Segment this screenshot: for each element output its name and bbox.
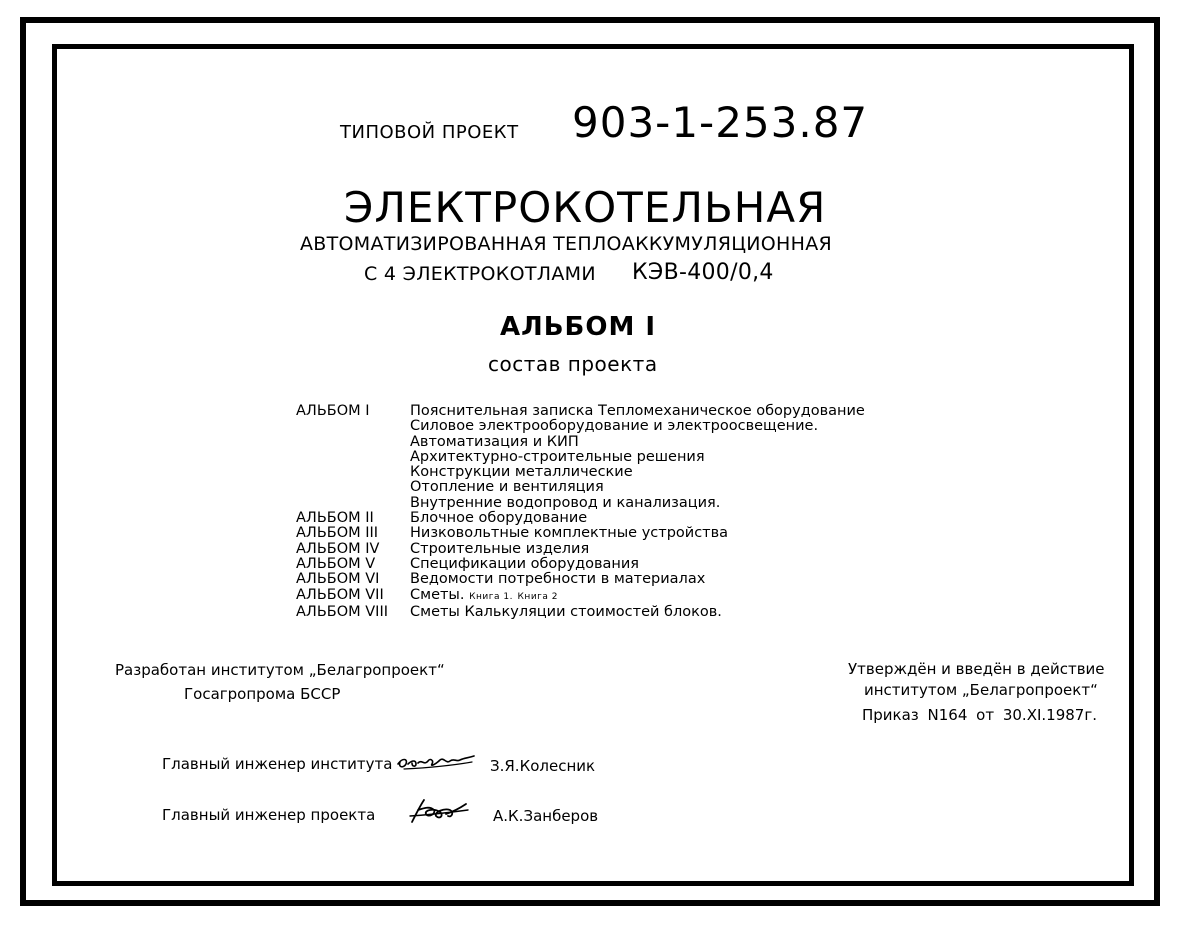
album-content: Пояснительная записка Тепломеханическое оборудование — [410, 403, 865, 419]
album-label: АЛЬБОМ V — [296, 555, 376, 572]
album-label: АЛЬБОМ IV — [296, 540, 380, 557]
list-item — [296, 542, 865, 557]
chief-engineer-project-role: Главный инженер проекта — [162, 806, 376, 824]
signature-kolesnik — [394, 748, 478, 774]
album-label: АЛЬБОМ III — [296, 525, 379, 542]
album-content: Конструкции металлические — [410, 464, 633, 481]
album-content: Строительные изделия — [410, 540, 590, 557]
album-label: АЛЬБОМ I — [296, 403, 370, 419]
album-content: Внутренние водопровод и канализация. — [410, 494, 721, 511]
album-label — [296, 480, 410, 495]
list-item — [296, 404, 865, 419]
project-number: 903-1-253.87 — [572, 98, 869, 147]
album-content: Спецификации оборудования — [410, 555, 640, 572]
list-item — [296, 526, 865, 541]
list-item — [296, 419, 865, 434]
album-label — [296, 419, 410, 434]
approval-order: Приказ N164 от 30.XI.1987г. — [862, 706, 1097, 724]
album-label: АЛЬБОМ VIII — [296, 603, 388, 620]
album-content: Отопление и вентиляция — [410, 479, 604, 496]
chief-engineer-project-name: А.К.Занберов — [493, 807, 599, 825]
album-content: Ведомости потребности в материалах — [410, 571, 706, 588]
list-item — [296, 465, 865, 480]
list-item — [296, 557, 865, 572]
album-label — [296, 465, 410, 480]
album-content: Блочное оборудование — [410, 510, 588, 527]
subtitle-line2-boilers: С 4 ЭЛЕКТРОКОТЛАМИ — [364, 263, 596, 285]
album-label — [296, 496, 410, 511]
list-item — [296, 605, 865, 620]
list-item — [296, 588, 865, 605]
book-1-label: Книга 1. — [469, 591, 513, 602]
book-2-label: Книга 2 — [517, 591, 559, 602]
list-item — [296, 450, 865, 465]
chief-engineer-institute-role: Главный инженер института — [162, 755, 393, 773]
list-item — [296, 572, 865, 587]
album-content: Автоматизация и КИП — [410, 433, 579, 450]
album-label — [296, 450, 410, 465]
subtitle-line1: АВТОМАТИЗИРОВАННАЯ ТЕПЛОАККУМУЛЯЦИОННАЯ — [300, 233, 833, 255]
approval-line2: институтом „Белагропроект“ — [864, 681, 1098, 699]
album-content: Силовое электрооборудование и электроосвещение. — [410, 418, 819, 435]
developer-line1: Разработан институтом „Белагропроект“ — [115, 661, 445, 679]
list-item — [296, 511, 865, 526]
list-item — [296, 435, 865, 450]
album-title: АЛЬБОМ I — [500, 312, 657, 342]
chief-engineer-institute-name: З.Я.Колесник — [490, 757, 596, 775]
album-label: АЛЬБОМ VI — [296, 571, 380, 588]
project-label: ТИПОВОЙ ПРОЕКТ — [340, 122, 519, 143]
signature-zanberov — [406, 796, 470, 826]
list-item — [296, 496, 865, 511]
album-label: АЛЬБОМ VII — [296, 586, 384, 603]
album-content: Низковольтные комплектные устройства — [410, 525, 729, 542]
estimates-label: Сметы. — [410, 586, 465, 603]
album-content — [410, 588, 558, 605]
list-item — [296, 480, 865, 495]
album-label: АЛЬБОМ II — [296, 510, 374, 527]
subtitle-line2-model: КЭВ-400/0,4 — [632, 260, 774, 285]
album-content: Сметы Калькуляции стоимостей блоков. — [410, 603, 722, 620]
composition-heading: состав проекта — [488, 352, 658, 376]
contents-list — [296, 404, 865, 620]
main-title: ЭЛЕКТРОКОТЕЛЬНАЯ — [344, 183, 827, 232]
album-content: Архитектурно-строительные решения — [410, 448, 705, 465]
developer-line2: Госагропрома БССР — [184, 685, 341, 703]
approval-line1: Утверждён и введён в действие — [848, 660, 1105, 678]
album-label — [296, 435, 410, 450]
